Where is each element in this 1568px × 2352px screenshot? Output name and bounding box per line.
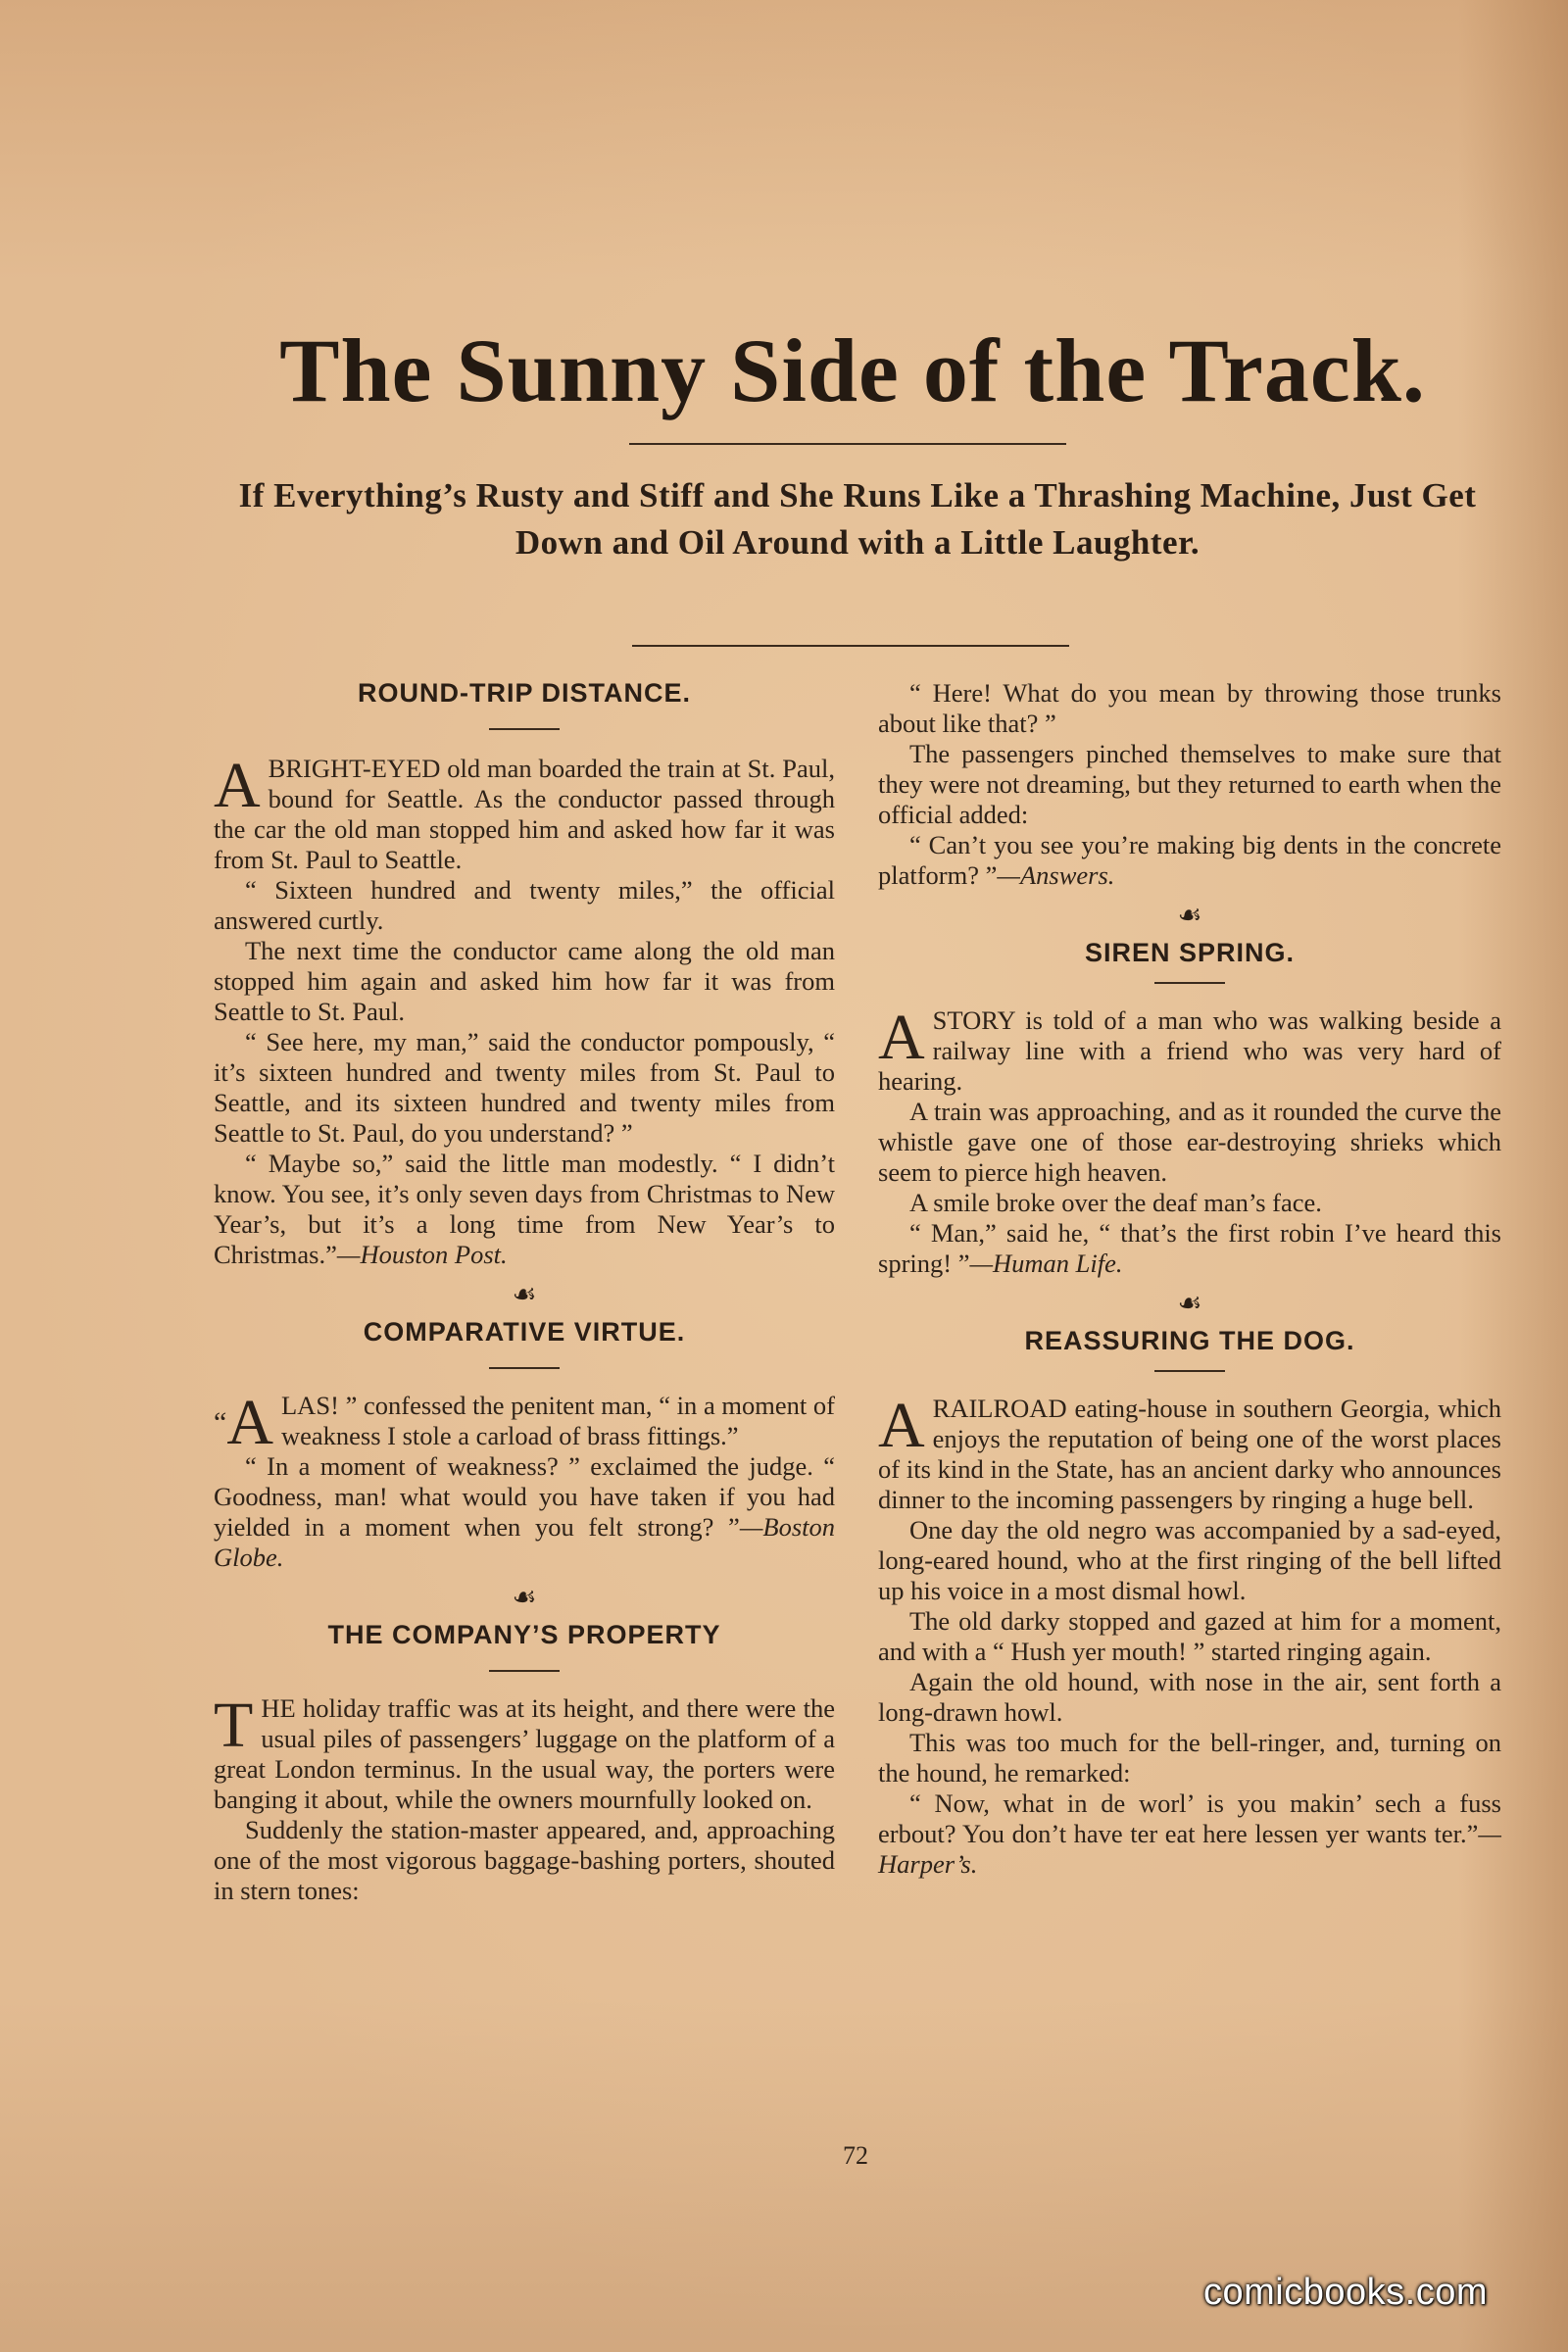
left-column <box>214 678 835 1906</box>
page-title: The Sunny Side of the Track. <box>279 320 1426 420</box>
article-source: —Harper’s. <box>878 1819 1501 1879</box>
article-paragraph: Suddenly the station-master appeared, and, approaching one of the most vigorous baggage-bashing porters, shouted in stern tones: <box>214 1815 835 1905</box>
page-number: 72 <box>843 2141 868 2170</box>
fleuron-ornament: ☙ <box>512 1280 537 1310</box>
article-heading: REASSURING THE DOG. <box>1024 1326 1355 1355</box>
article-paragraph: This was too much for the bell-ringer, and, turning on the hound, he remarked: <box>878 1728 1501 1788</box>
article-comparative-virtue <box>214 1317 835 1614</box>
article-paragraph: “ Now, what in de worl’ is you makin’ sech a fuss erbout? You don’t have ter eat here lessen yer wants ter.”—Harper’s. <box>878 1788 1501 1879</box>
article-paragraph: The next time the conductor came along the old man stopped him again and asked him how far it was from Seattle to St. Paul. <box>214 936 835 1026</box>
article-paragraph: One day the old negro was accompanied by a sad-eyed, long-eared hound, who at the first ringing of the bell lifted up his voice in a most dismal howl. <box>878 1515 1501 1605</box>
article-paragraph: “ Maybe so,” said the little man modestly. “ I didn’t know. You see, it’s only seven days from Christmas to New Year’s, but it’s a long time from New Year’s to Christmas.”—Houston Post. <box>214 1149 835 1269</box>
fleuron-ornament: ☙ <box>512 1583 537 1613</box>
article-paragraph: “ Here! What do you mean by throwing those trunks about like that? ” <box>878 678 1501 738</box>
article-heading: ROUND-TRIP DISTANCE. <box>357 678 691 708</box>
article-paragraph: “ In a moment of weakness? ” exclaimed the judge. “ Goodness, man! what would you have taken if you had yielded in a moment when you felt strong? ”—Boston Globe. <box>214 1451 835 1572</box>
article-paragraph: ASTORY is told of a man who was walking beside a railway line with a friend who was very hard of hearing. <box>878 1002 1501 1096</box>
title-rule <box>629 443 1066 445</box>
article-paragraph: ARAILROAD eating-house in southern Georgia, which enjoys the reputation of being one of the worst places of its kind in the State, has an ancient darky who announces dinner to the incoming passengers by ringing a huge bell. <box>878 1390 1501 1514</box>
drop-cap: A <box>214 750 261 821</box>
article-company-property <box>214 1620 835 1906</box>
article-paragraph: “ See here, my man,” said the conductor pompously, “ it’s sixteen hundred and twenty miles from St. Paul to Seattle, and its sixteen hundred and twenty miles from Seattle to St. Paul, do you understand? ” <box>214 1027 835 1148</box>
fleuron-ornament: ☙ <box>1177 1289 1202 1319</box>
article-paragraph: “ Sixteen hundred and twenty miles,” the official answered curtly. <box>214 875 835 935</box>
article-paragraph: “A LAS! ” confessed the penitent man, “ in a moment of weakness I stole a carload of brass fittings.” <box>214 1387 835 1458</box>
article-paragraph: ABRIGHT-EYED old man boarded the train at St. Paul, bound for Seattle. As the conductor passed through the car the old man stopped him and asked how far it was from St. Paul to Seattle. <box>214 750 835 874</box>
article-source: —Boston Globe. <box>214 1512 835 1572</box>
article-paragraph: “ Can’t you see you’re making big dents in the concrete platform? ”—Answers. <box>878 830 1501 890</box>
article-heading: COMPARATIVE VIRTUE. <box>363 1317 686 1347</box>
article-paragraph: A train was approaching, and as it rounded the curve the whistle gave one of those ear-destroying shrieks which seem to pierce high heaven. <box>878 1097 1501 1187</box>
article-paragraph: A smile broke over the deaf man’s face. <box>909 1188 1322 1217</box>
right-column <box>878 678 1501 1880</box>
article-paragraph: Again the old hound, with nose in the air, sent forth a long-drawn howl. <box>878 1667 1501 1727</box>
article-paragraph: “ Man,” said he, “ that’s the first robin I’ve heard this spring! ”—Human Life. <box>878 1218 1501 1278</box>
site-watermark: comicbooks.com <box>1203 2272 1488 2313</box>
article-siren-spring <box>878 938 1501 1320</box>
article-company-property-continued <box>878 678 1501 932</box>
drop-cap: “A <box>214 1387 273 1458</box>
article-source: —Human Life. <box>969 1249 1123 1278</box>
article-reassuring-the-dog <box>878 1326 1501 1880</box>
drop-cap: A <box>878 1390 925 1461</box>
fleuron-ornament: ☙ <box>1177 901 1202 931</box>
subtitle-rule <box>632 645 1069 647</box>
subtitle: If Everything’s Rusty and Stiff and She Runs Like a Thrashing Machine, Just Get Down and Oil Around with a Little Laughter. <box>238 476 1477 562</box>
article-heading: THE COMPANY’S PROPERTY <box>327 1620 721 1649</box>
article-source: —Houston Post. <box>336 1240 508 1269</box>
drop-cap: A <box>878 1002 925 1073</box>
article-heading: SIREN SPRING. <box>1084 938 1296 967</box>
article-paragraph: The passengers pinched themselves to make sure that they were not dreaming, but they returned to earth when the official added: <box>878 739 1501 829</box>
article-paragraph: THE holiday traffic was at its height, and there were the usual piles of passengers’ luggage on the platform of a great London terminus. In the usual way, the porters were banging it about, while the owners mournfully looked on. <box>214 1690 835 1814</box>
article-paragraph: The old darky stopped and gazed at him for a moment, and with a “ Hush yer mouth! ” started ringing again. <box>878 1606 1501 1666</box>
article-round-trip-distance <box>214 678 835 1311</box>
drop-cap: T <box>214 1690 254 1761</box>
article-source: —Answers. <box>997 860 1115 890</box>
